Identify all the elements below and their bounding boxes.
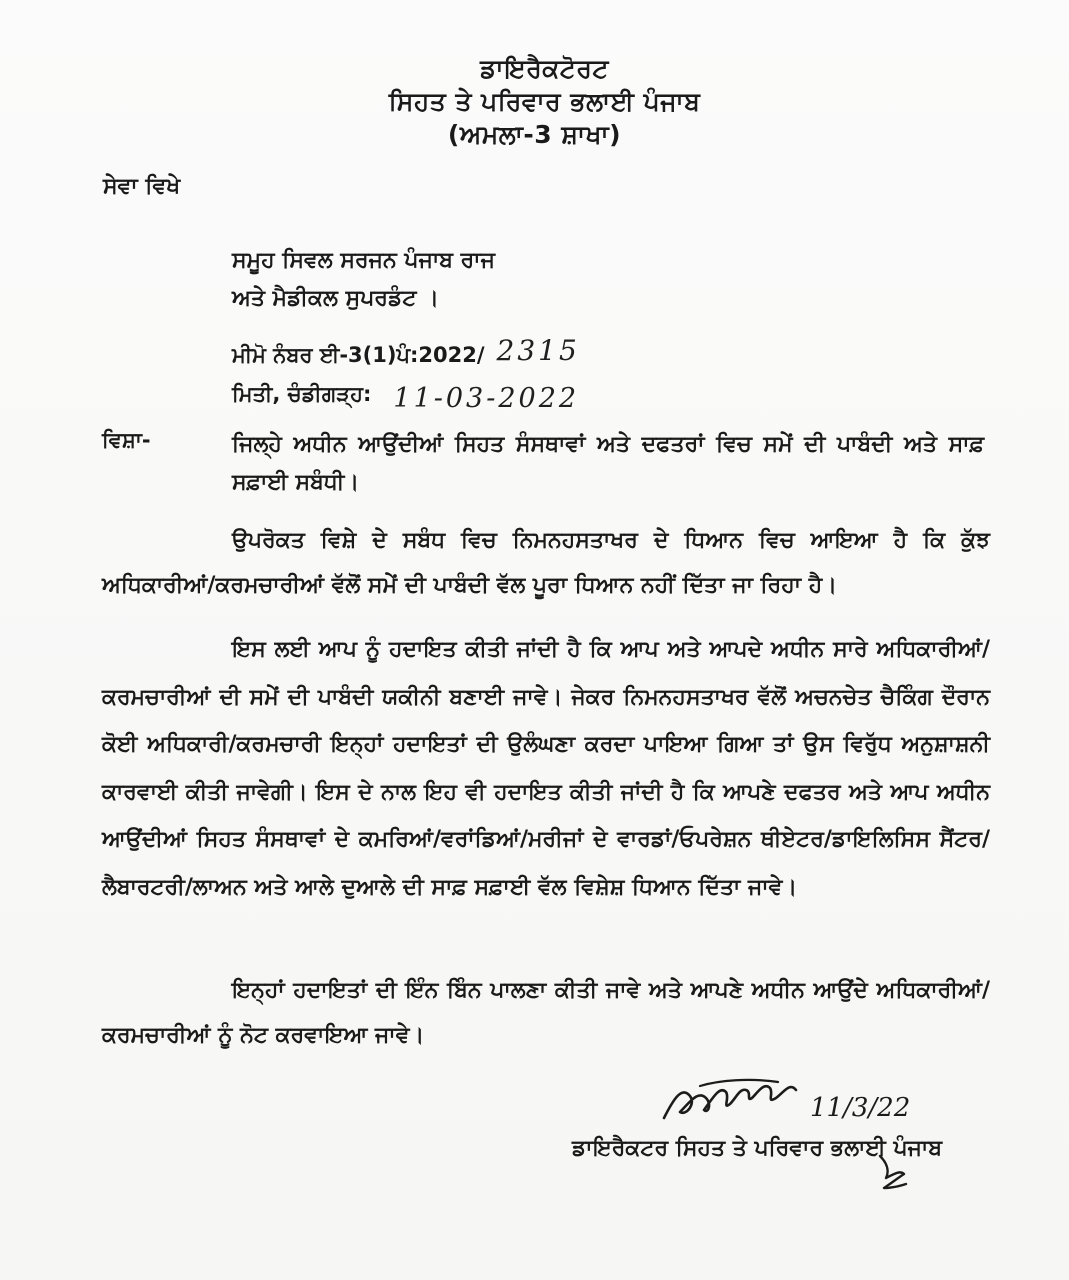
memo-block <box>232 334 580 413</box>
department-title: ਸਿਹਤ ਤੇ ਪਰਿਵਾਰ ਭਲਾਈ ਪੰਜਾਬ <box>388 87 701 116</box>
memo-number-label: ਮੀਮੋ ਨੰਬਰ ਈ-3(1)ਪੰ:2022/ <box>232 343 485 367</box>
signature-date-scribble <box>810 1093 910 1123</box>
subject-label: ਵਿਸ਼ਾ- <box>102 428 151 452</box>
memo-date-row <box>232 374 580 413</box>
memo-date-handwritten: 11-03-2022 <box>393 383 580 414</box>
addressee-line-1: ਸਮੂਹ ਸਿਵਲ ਸਰਜਨ ਪੰਜਾਬ ਰਾਜ <box>232 248 495 273</box>
branch-title: (ਅਮਲਾ-3 ਸ਼ਾਖਾ) <box>447 120 622 149</box>
svg-text:11/3/22: 11/3/22 <box>810 1093 911 1123</box>
body-paragraph-2: ਇਸ ਲਈ ਆਪ ਨੂੰ ਹਦਾਇਤ ਕੀਤੀ ਜਾਂਦੀ ਹੈ ਕਿ ਆਪ ਅਤੇ ਆਪਦੇ ਅਧੀਨ ਸਾਰੇ ਅਧਿਕਾਰੀਆਂ/ਕਰਮਚਾਰੀਆਂ ਦੀ ਸਮੇਂ ਦੀ ਪਾਬੰਦੀ ਯਕੀਨੀ ਬਣਾਈ ਜਾਵੇ। ਜੇਕਰ ਨਿਮਨਹਸਤਾਖਰ ਵੱਲੋਂ ਅਚਨਚੇਤ ਚੈਕਿੰਗ ਦੌਰਾਨ ਕੋਈ ਅਧਿਕਾਰੀ/ਕਰਮਚਾਰੀ ਇਨ੍ਹਾਂ ਹਦਾਇਤਾਂ ਦੀ ਉਲੰਘਣਾ ਕਰਦਾ ਪਾਇਆ ਗਿਆ ਤਾਂ ਉਸ ਵਿਰੁੱਧ ਅਨੁਸ਼ਾਸ਼ਨੀ ਕਾਰਵਾਈ ਕੀਤੀ ਜਾਵੇਗੀ। ਇਸ ਦੇ ਨਾਲ ਇਹ ਵੀ ਹਦਾਇਤ ਕੀਤੀ ਜਾਂਦੀ ਹੈ ਕਿ ਆਪਣੇ ਦਫਤਰ ਅਤੇ ਆਪ ਅਧੀਨ ਆਉਂਦੀਆਂ ਸਿਹਤ ਸੰਸਥਾਵਾਂ ਦੇ ਕਮਰਿਆਂ/ਵਰਾਂਡਿਆਂ/ਮਰੀਜਾਂ ਦੇ ਵਾਰਡਾਂ/ਓਪਰੇਸ਼ਨ ਥੀਏਟਰ/ਡਾਇਲਿਸਿਸ ਸੈਂਟਰ/ਲੈਬਾਰਟਰੀ/ਲਾਅਨ ਅਤੇ ਆਲੇ ਦੁਆਲੇ ਦੀ ਸਾਫ਼ ਸਫ਼ਾਈ ਵੱਲ ਵਿਸ਼ੇਸ਼ ਧਿਆਨ ਦਿੱਤਾ ਜਾਵੇ। <box>102 637 990 900</box>
body-paragraph-3: ਇਨ੍ਹਾਂ ਹਦਾਇਤਾਂ ਦੀ ਇੰਨ ਬਿੰਨ ਪਾਲਣਾ ਕੀਤੀ ਜਾਵੇ ਅਤੇ ਆਪਣੇ ਅਧੀਨ ਆਉਂਦੇ ਅਧਿਕਾਰੀਆਂ/ਕਰਮਚਾਰੀਆਂ ਨੂੰ ਨੋਟ ਕਰਵਾਇਆ ਜਾਵੇ। <box>102 978 990 1048</box>
salutation: ਸੇਵਾ ਵਿਖੇ <box>103 174 181 199</box>
memo-number-handwritten: 2315 <box>496 334 580 367</box>
handwritten-signature <box>660 1068 911 1130</box>
memo-number-row <box>232 334 580 374</box>
addressee-block <box>232 242 495 318</box>
addressee-line-2: ਅਤੇ ਮੈਡੀਕਲ ਸੁਪਰਡੰਟ । <box>232 286 439 311</box>
memo-date-label: ਮਿਤੀ, ਚੰਡੀਗੜ੍ਹ: <box>232 382 372 406</box>
body-paragraph-1: ਉਪਰੋਕਤ ਵਿਸ਼ੇ ਦੇ ਸਬੰਧ ਵਿਚ ਨਿਮਨਹਸਤਾਖਰ ਦੇ ਧਿਆਨ ਵਿਚ ਆਇਆ ਹੈ ਕਿ ਕੁੱਝ ਅਧਿਕਾਰੀਆਂ/ਕਰਮਚਾਰੀਆਂ ਵੱਲੋਂ ਸਮੇਂ ਦੀ ਪਾਬੰਦੀ ਵੱਲ ਪੂਰਾ ਧਿਆਨ ਨਹੀਂ ਦਿੱਤਾ ਜਾ ਰਿਹਾ ਹੈ। <box>102 528 990 598</box>
letter-header <box>0 52 1069 151</box>
directorate-title: ਡਾਇਰੈਕਟੋਰਟ <box>480 54 609 83</box>
subject-text: ਜਿਲ੍ਹੇ ਅਧੀਨ ਆਉਂਦੀਆਂ ਸਿਹਤ ਸੰਸਥਾਵਾਂ ਅਤੇ ਦਫਤਰਾਂ ਵਿਚ ਸਮੇਂ ਦੀ ਪਾਬੰਦੀ ਅਤੇ ਸਾਫ਼ ਸਫ਼ਾਈ ਸਬੰਧੀ। <box>232 432 984 495</box>
initial-scribble <box>872 1148 912 1194</box>
signatory-designation: ਡਾਇਰੈਕਟਰ ਸਿਹਤ ਤੇ ਪਰਿਵਾਰ ਭਲਾਈ ਪੰਜਾਬ <box>572 1136 943 1161</box>
